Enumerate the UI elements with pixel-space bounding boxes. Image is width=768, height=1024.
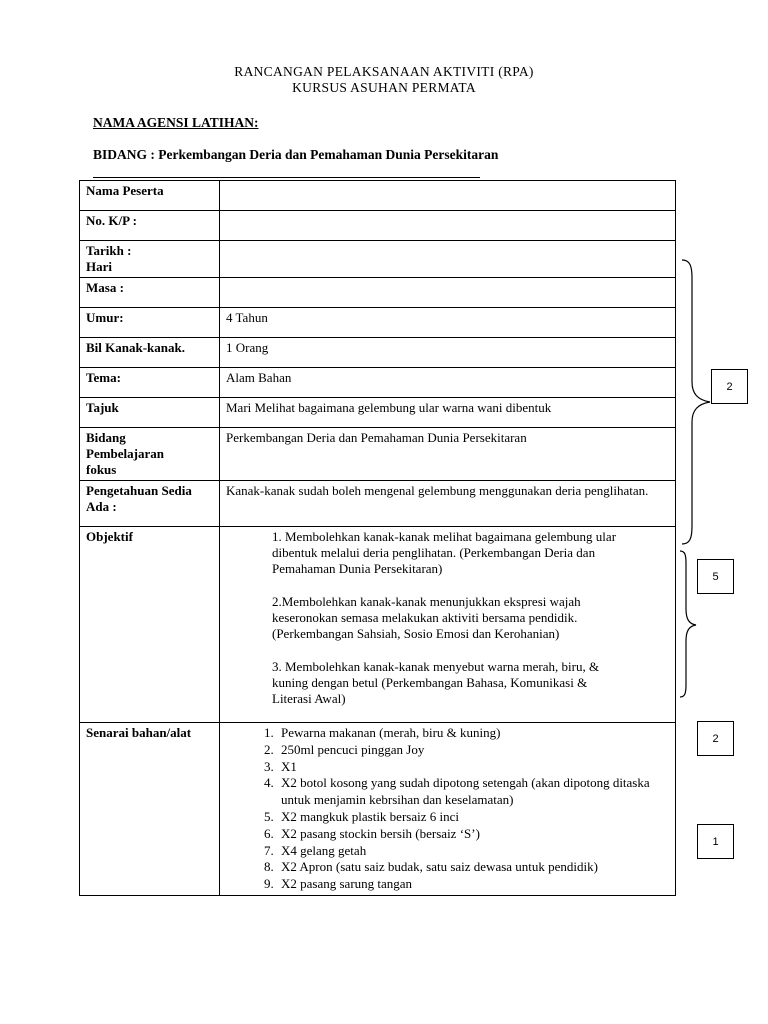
value-bidang: Perkembangan Deria dan Pemahaman Dunia Persekitaran (220, 428, 676, 481)
row-objektif (80, 527, 676, 723)
label-nama-peserta: Nama Peserta (80, 181, 220, 211)
label-tarikh (80, 241, 220, 278)
label-pengetahuan-line1: Pengetahuan Sedia (86, 483, 192, 498)
material-item: 4. X2 botol kosong yang sudah dipotong setengah (akan dipotong ditaska untuk menjamin kebrsihan dan keselamatan) (277, 775, 669, 809)
label-umur: Umur: (80, 308, 220, 338)
row-masa (80, 278, 676, 308)
score-box: 1 (697, 824, 734, 859)
material-item: 8. X2 Apron (satu saiz budak, satu saiz dewasa untuk pendidik) (277, 859, 669, 876)
value-tema: Alam Bahan (220, 368, 676, 398)
value-nama-peserta (220, 181, 676, 211)
material-item: 9. X2 pasang sarung tangan (277, 876, 669, 893)
value-pengetahuan: Kanak-kanak sudah boleh mengenal gelembung menggunakan deria penglihatan. (220, 481, 676, 527)
value-no-kp (220, 211, 676, 241)
value-tajuk: Mari Melihat bagaimana gelembung ular warna wani dibentuk (220, 398, 676, 428)
row-umur (80, 308, 676, 338)
value-bil: 1 Orang (220, 338, 676, 368)
label-pengetahuan (80, 481, 220, 527)
field-header: BIDANG : Perkembangan Deria dan Pemahaman Dunia Persekitaran (93, 147, 499, 162)
curly-brace-upper (680, 256, 714, 548)
row-bil (80, 338, 676, 368)
label-senarai: Senarai bahan/alat (80, 723, 220, 896)
material-item: 5. X2 mangkuk plastik bersaiz 6 inci (277, 809, 669, 826)
value-objektif (220, 527, 676, 723)
row-tarikh (80, 241, 676, 278)
row-tajuk (80, 398, 676, 428)
value-umur: 4 Tahun (220, 308, 676, 338)
label-no-kp: No. K/P : (80, 211, 220, 241)
material-item: 6. X2 pasang stockin bersih (bersaiz ‘S’) (277, 826, 669, 843)
label-masa: Masa : (80, 278, 220, 308)
material-item: 1. Pewarna makanan (merah, biru & kuning) (277, 725, 669, 742)
label-tarikh-line2: Hari (86, 259, 112, 274)
label-bidang (80, 428, 220, 481)
score-box: 2 (711, 369, 748, 404)
row-senarai (80, 723, 676, 896)
objective-item: 3. Membolehkan kanak-kanak menyebut warna merah, biru, & kuning dengan betul (Perkembangan Bahasa, Komunikasi & Literasi Awal) (272, 659, 600, 706)
objective-item: 2.Membolehkan kanak-kanak menunjukkan ekspresi wajah keseronokan semasa melakukan aktiviti bersama pendidik. (Perkembangan Sahsiah, Sosio Emosi dan Kerohanian) (272, 594, 581, 641)
row-nama-peserta (80, 181, 676, 211)
material-item: 7. X4 gelang getah (277, 843, 669, 860)
material-item: 3. X1 (277, 759, 669, 776)
value-masa (220, 278, 676, 308)
row-tema (80, 368, 676, 398)
document-title: RANCANGAN PELAKSANAAN AKTIVITI (RPA) (234, 64, 534, 79)
row-pengetahuan (80, 481, 676, 527)
score-box: 2 (697, 721, 734, 756)
objective-item: 1. Membolehkan kanak-kanak melihat bagaimana gelembung ular dibentuk melalui deria penglihatan. (Perkembangan Deria dan Pemahaman Dunia Persekitaran) (272, 529, 617, 576)
row-no-kp (80, 211, 676, 241)
label-tajuk: Tajuk (80, 398, 220, 428)
materials-list (226, 725, 669, 893)
label-bidang-line2: Pembelajaran (86, 446, 164, 461)
header-rule (93, 177, 480, 178)
value-tarikh (220, 241, 676, 278)
score-box: 5 (697, 559, 734, 594)
value-senarai (220, 723, 676, 896)
label-tema: Tema: (80, 368, 220, 398)
agency-label: NAMA AGENSI LATIHAN: (93, 115, 259, 130)
activity-plan-table (79, 180, 676, 896)
label-pengetahuan-line2: Ada : (86, 499, 117, 514)
label-bidang-line3: fokus (86, 462, 117, 477)
label-bil: Bil Kanak-kanak. (80, 338, 220, 368)
label-bidang-line1: Bidang (86, 430, 126, 445)
label-objektif: Objektif (80, 527, 220, 723)
document-subtitle: KURSUS ASUHAN PERMATA (292, 80, 476, 95)
label-tarikh-line1: Tarikh : (86, 243, 132, 258)
material-item: 2. 250ml pencuci pinggan Joy (277, 742, 669, 759)
row-bidang (80, 428, 676, 481)
objective-list (272, 529, 620, 707)
